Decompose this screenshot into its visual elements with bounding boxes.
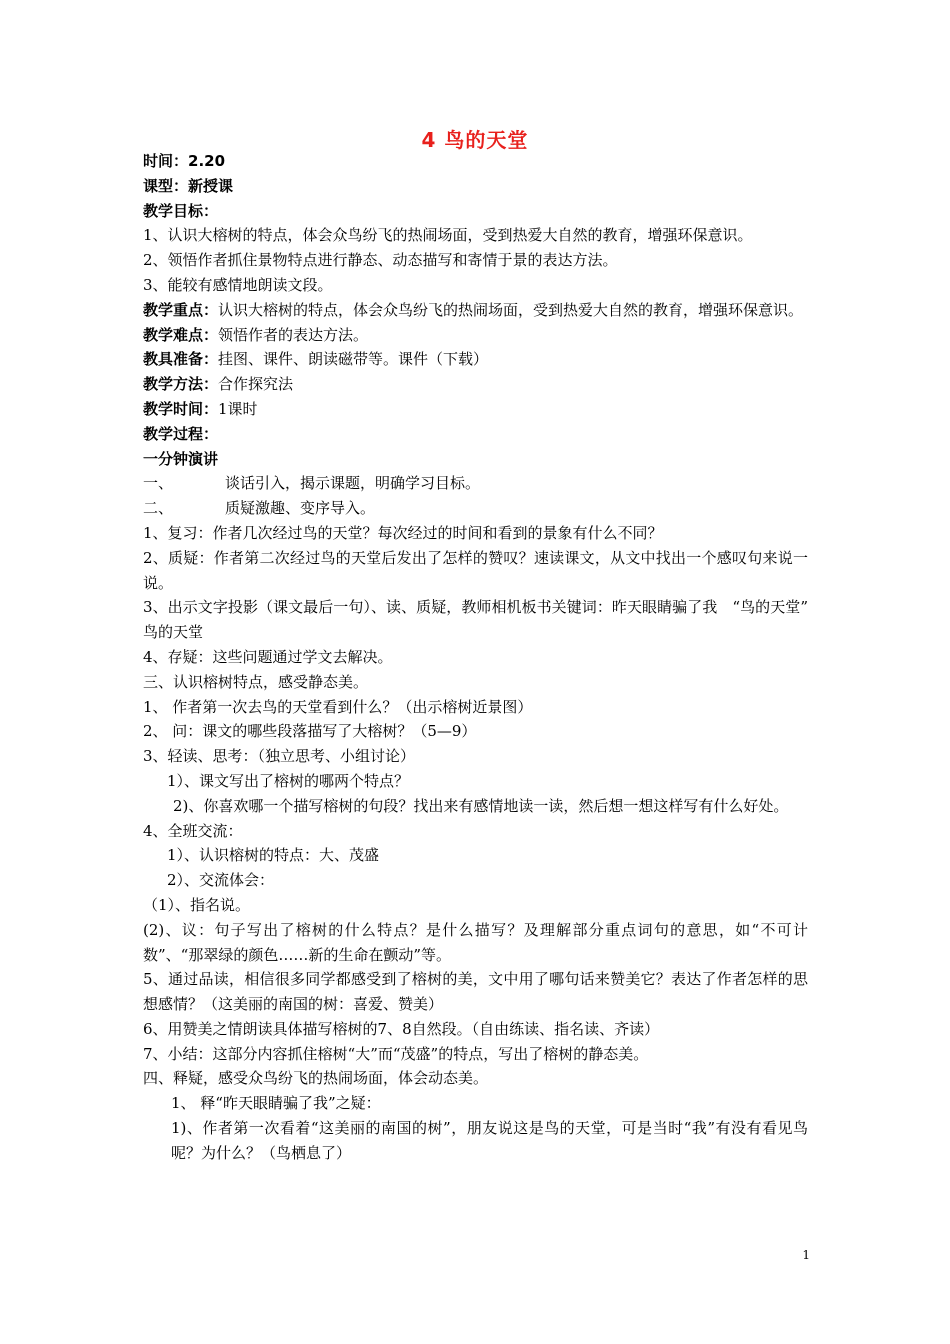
speech-heading: 一分钟演讲 [143, 449, 219, 468]
goals-heading: 教学目标： [143, 201, 219, 220]
paragraph: 2、 问：课文的哪些段落描写了大榕树？（5—9） [143, 722, 477, 741]
sub-paragraph: 1、 释“昨天眼睛骗了我”之疑： [171, 1094, 381, 1113]
section-4: 四、释疑，感受众鸟纷飞的热闹场面，体会动态美。 [143, 1069, 489, 1088]
document-title: 4 鸟的天堂 [421, 128, 529, 152]
time-line [143, 149, 808, 174]
paragraph: 2、质疑：作者第二次经过鸟的天堂后发出了怎样的赞叹？速读课文，从文中找出一个感叹句来说一说。 [143, 548, 808, 592]
section-1-num: 一、 [143, 474, 174, 493]
goal-item: 3、能较有感情地朗读文段。 [143, 275, 333, 294]
method [143, 372, 808, 397]
page-number: 1 [802, 1248, 810, 1262]
sub-paragraph: 1）、课文写出了榕树的哪两个特点？ [167, 771, 410, 790]
sub-paragraph: 1）、认识榕树的特点：大、茂盛 [167, 846, 380, 865]
difficulty [143, 323, 808, 348]
tools-label: 教具准备： [143, 350, 219, 369]
sub-paragraph: (2)、议：句子写出了榕树的什么特点？是什么描写？及理解部分重点词句的意思，如“不可计数”、“那翠绿的颜色……新的生命在颤动”等。 [143, 920, 808, 964]
paragraph: 6、用赞美之情朗读具体描写榕树的7、8自然段。（自由练读、指名读、齐读） [143, 1019, 660, 1038]
paragraph: 1、 作者第一次去鸟的天堂看到什么？（出示榕树近景图） [143, 697, 533, 716]
sub-paragraph: （1）、指名说。 [143, 895, 251, 914]
sub-paragraph: 2）、交流体会： [167, 871, 275, 890]
sub-paragraph: 2)、你喜欢哪一个描写榕树的句段？找出来有感情地读一读，然后想一想这样写有什么好处。 [173, 796, 789, 815]
section-2-text: 质疑激趣、变序导入。 [225, 499, 376, 518]
type-label: 课型： [143, 176, 189, 195]
difficulty-label: 教学难点： [143, 325, 219, 344]
paragraph: 3、出示文字投影（课文最后一句）、读、质疑，教师相机板书关键词：昨天眼睛骗了我 “鸟的天堂” 鸟的天堂 [143, 598, 824, 642]
hours-label: 教学时间： [143, 399, 219, 418]
paragraph: 7、小结：这部分内容抓住榕树“大”而“茂盛”的特点，写出了榕树的静态美。 [143, 1044, 649, 1063]
key-value: 认识大榕树的特点，体会众鸟纷飞的热闹场面，受到热爱大自然的教育，增强环保意识。 [218, 300, 804, 319]
tools-value: 挂图、课件、朗读磁带等。课件（下载） [218, 350, 489, 369]
time-value: 2.20 [188, 152, 226, 170]
paragraph: 1、复习：作者几次经过鸟的天堂？每次经过的时间和看到的景象有什么不同？ [143, 523, 663, 542]
time-label: 时间： [143, 152, 189, 170]
type-value: 新授课 [188, 176, 234, 195]
section-2 [143, 496, 808, 521]
goal-item: 2、领悟作者抓住景物特点进行静态、动态描写和寄情于景的表达方法。 [143, 251, 618, 270]
hours-value: 1课时 [218, 399, 258, 418]
section-1-text: 谈话引入，揭示课题，明确学习目标。 [225, 474, 481, 493]
hours [143, 397, 808, 422]
method-label: 教学方法： [143, 375, 219, 394]
key-point [143, 298, 808, 323]
paragraph: 5、通过品读，相信很多同学都感受到了榕树的美，文中用了哪句话来赞美它？表达了作者怎样的思想感情？（这美丽的南国的树：喜爱、赞美） [143, 970, 808, 1014]
type-line [143, 174, 808, 199]
section-3: 三、认识榕树特点，感受静态美。 [143, 672, 369, 691]
tools [143, 347, 808, 372]
sub-paragraph: 1)、作者第一次看着“这美丽的南国的树”，朋友说这是鸟的天堂，可是当时“我”有没有看见鸟呢？为什么？（鸟栖息了） [171, 1119, 808, 1162]
method-value: 合作探究法 [218, 375, 294, 394]
process-heading: 教学过程： [143, 424, 219, 443]
key-label: 教学重点： [143, 300, 219, 319]
goal-item: 1、认识大榕树的特点，体会众鸟纷飞的热闹场面，受到热爱大自然的教育，增强环保意识。 [143, 226, 753, 245]
section-1 [143, 471, 808, 496]
difficulty-value: 领悟作者的表达方法。 [218, 325, 369, 344]
paragraph: 4、全班交流： [143, 821, 243, 840]
document-body [143, 149, 824, 1166]
paragraph: 3、轻读、思考：（独立思考、小组讨论） [143, 747, 416, 766]
paragraph: 4、存疑：这些问题通过学文去解决。 [143, 647, 393, 666]
section-2-num: 二、 [143, 499, 174, 518]
